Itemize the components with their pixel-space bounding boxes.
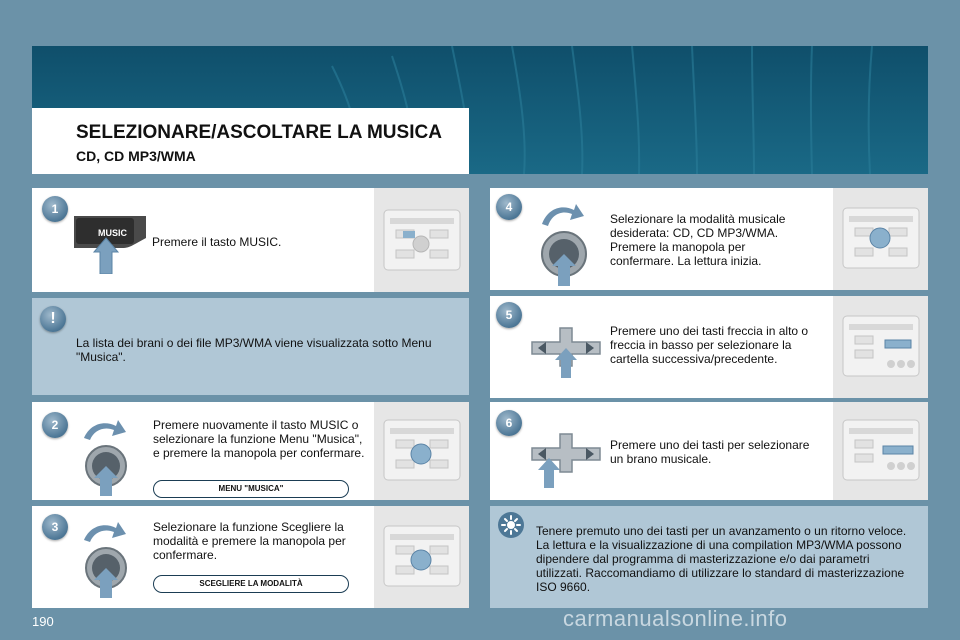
- step-badge-2: 2: [42, 412, 68, 438]
- title-box: [32, 108, 469, 174]
- step-badge-4: 4: [496, 194, 522, 220]
- scegliere-modalita-pill: SCEGLIERE LA MODALITÀ: [153, 575, 349, 593]
- step-text-4: Selezionare la modalità musicale desiderata: CD, CD MP3/WMA. Premere la manopola per confermare. La lettura inizia.: [610, 212, 786, 268]
- step-panel-3: [32, 506, 469, 608]
- step-badge-1: 1: [42, 196, 68, 222]
- page-number: 190: [32, 614, 54, 629]
- music-button-label: MUSIC: [98, 228, 127, 238]
- step-panel-5: [490, 296, 928, 398]
- step-badge-3: 3: [42, 514, 68, 540]
- step-panel-1: [32, 188, 469, 292]
- music-button-icon: [74, 208, 146, 274]
- step-panel-6: [490, 402, 928, 500]
- knob-icon-3: [82, 518, 132, 598]
- step-text-2: Premere nuovamente il tasto MUSIC o selezionare la funzione Menu "Musica", e premere la manopola per confermare.: [153, 418, 365, 460]
- page-subtitle: CD, CD MP3/WMA: [76, 148, 196, 164]
- radio-thumbnail-2: [374, 402, 469, 500]
- radio-thumbnail-6: [833, 402, 928, 500]
- tip-panel: [490, 506, 928, 608]
- step-text-5: Premere uno dei tasti freccia in alto o freccia in basso per selezionare la cartella successiva/precedente.: [610, 324, 809, 366]
- radio-thumbnail-5: [833, 296, 928, 398]
- arrow-keys-icon-5: [526, 320, 606, 378]
- radio-thumbnail-4: [833, 188, 928, 290]
- radio-thumbnail-3: [374, 506, 469, 608]
- page-title: SELEZIONARE/ASCOLTARE LA MUSICA: [76, 122, 442, 143]
- step-text-6: Premere uno dei tasti per selezionare un brano musicale.: [610, 438, 810, 466]
- step-badge-6: 6: [496, 410, 522, 436]
- step-panel-4: [490, 188, 928, 290]
- knob-icon-4: [540, 198, 590, 286]
- tip-text: Tenere premuto uno dei tasti per un avanzamento o un ritorno veloce. La lettura e la visualizzazione di una compilation MP3/WMA possono dipendere dal programma di masterizzazione e/o dai parametri utilizzati. Raccomandiamo di utilizzare lo standard di masterizzazione ISO 9660.: [536, 524, 907, 594]
- watermark: carmanualsonline.info: [563, 606, 788, 631]
- step-text-3: Selezionare la funzione Scegliere la modalità e premere la manopola per confermare.: [153, 520, 346, 562]
- menu-musica-pill: MENU "MUSICA": [153, 480, 349, 498]
- step-panel-2: [32, 402, 469, 500]
- warning-text: La lista dei brani o dei file MP3/WMA viene visualizzata sotto Menu "Musica".: [76, 336, 432, 364]
- warning-panel: [32, 298, 469, 395]
- lightbulb-icon: [498, 512, 524, 538]
- step-text-1: Premere il tasto MUSIC.: [152, 235, 282, 249]
- radio-thumbnail-1: [374, 188, 469, 292]
- step-badge-5: 5: [496, 302, 522, 328]
- exclamation-icon: !: [40, 306, 66, 332]
- knob-icon-2: [82, 416, 132, 496]
- arrow-keys-icon-6: [526, 430, 606, 488]
